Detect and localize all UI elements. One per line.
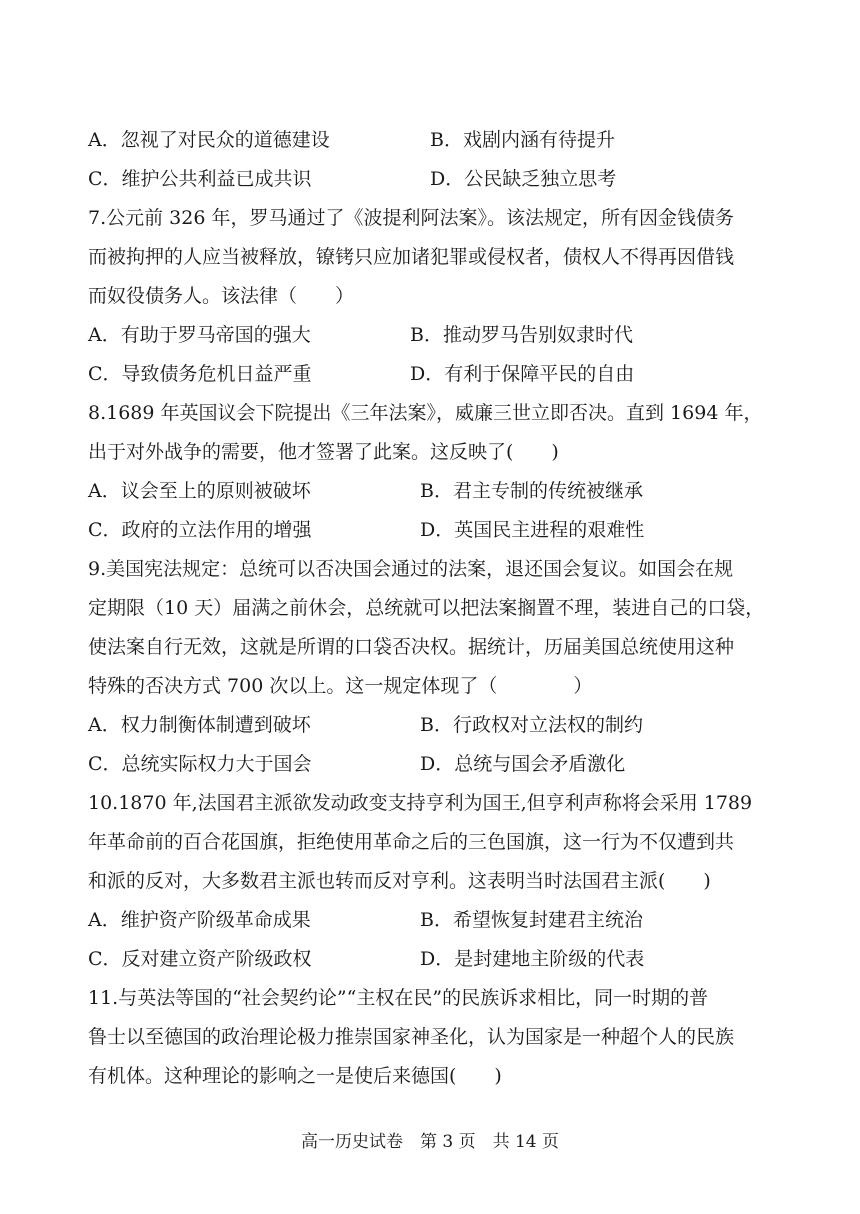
q9-option-b: B．行政权对立法权的制约 <box>420 714 643 736</box>
q9-option-d: D．总统与国会矛盾激化 <box>420 753 626 775</box>
q10-stem-line: 和派的反对，大多数君主派也转而反对亨利。这表明当时法国君主派( ) <box>88 870 711 892</box>
q7-stem-line: 7.公元前 326 年，罗马通过了《波提利阿法案》。该法规定，所有因金钱债务 <box>88 207 734 229</box>
q10-option-d: D．是封建地主阶级的代表 <box>420 948 645 970</box>
q7-stem-line: 而奴役债务人。该法律（ ） <box>88 285 355 307</box>
q7-option-d: D．有利于保障平民的自由 <box>410 363 635 385</box>
q9-stem-line: 使法案自行无效，这就是所谓的口袋否决权。据统计，历届美国总统使用这种 <box>88 636 735 658</box>
q8-option-a: A．议会至上的原则被破坏 <box>88 480 311 502</box>
q10-option-a: A．维护资产阶级革命成果 <box>88 909 311 931</box>
q11-stem-line: 11.与英法等国的“社会契约论”“主权在民”的民族诉求相比，同一时期的普 <box>88 987 709 1009</box>
q11-stem-line: 有机体。这种理论的影响之一是使后来德国( ) <box>88 1065 502 1087</box>
q9-stem-line: 特殊的否决方式 700 次以上。这一规定体现了（ ） <box>88 675 593 697</box>
q6-option-c: C．维护公共利益已成共识 <box>88 168 312 190</box>
q10-stem-line: 年革命前的百合花国旗，拒绝使用革命之后的三色国旗，这一行为不仅遭到共 <box>88 831 735 853</box>
q9-stem-line: 9.美国宪法规定：总统可以否决国会通过的法案，退还国会复议。如国会在规 <box>88 558 734 580</box>
q8-option-b: B．君主专制的传统被继承 <box>420 480 643 502</box>
q6-option-a: A．忽视了对民众的道德建设 <box>88 129 330 151</box>
q7-stem-line: 而被拘押的人应当被释放，镣铐只应加诸犯罪或侵权者，债权人不得再因借钱 <box>88 246 735 268</box>
page-footer: 高一历史试卷 第 3 页 共 14 页 <box>300 1132 560 1152</box>
q10-stem-line: 10.1870 年,法国君主派欲发动政变支持亨利为国王,但亨利声称将会采用 1789 <box>88 792 753 814</box>
q7-option-a: A．有助于罗马帝国的强大 <box>88 324 311 346</box>
q10-option-b: B．希望恢复封建君主统治 <box>420 909 643 931</box>
q8-option-d: D．英国民主进程的艰难性 <box>420 519 645 541</box>
q10-option-c: C．反对建立资产阶级政权 <box>88 948 312 970</box>
q7-option-b: B．推动罗马告别奴隶时代 <box>410 324 633 346</box>
q9-stem-line: 定期限（10 天）届满之前休会，总统就可以把法案搁置不理，装进自己的口袋， <box>88 597 765 619</box>
q8-option-c: C．政府的立法作用的增强 <box>88 519 312 541</box>
q9-option-a: A．权力制衡体制遭到破坏 <box>88 714 311 736</box>
q6-option-b: B．戏剧内涵有待提升 <box>430 129 615 151</box>
q6-option-d: D．公民缺乏独立思考 <box>430 168 617 190</box>
q7-option-c: C．导致债务危机日益严重 <box>88 363 312 385</box>
q8-stem-line: 出于对外战争的需要，他才签署了此案。这反映了( ) <box>88 441 559 463</box>
q8-stem-line: 8.1689 年英国议会下院提出《三年法案》，威廉三世立即否决。直到 1694 年， <box>88 402 763 424</box>
q9-option-c: C．总统实际权力大于国会 <box>88 753 312 775</box>
q11-stem-line: 鲁士以至德国的政治理论极力推崇国家神圣化，认为国家是一种超个人的民族 <box>88 1026 735 1048</box>
